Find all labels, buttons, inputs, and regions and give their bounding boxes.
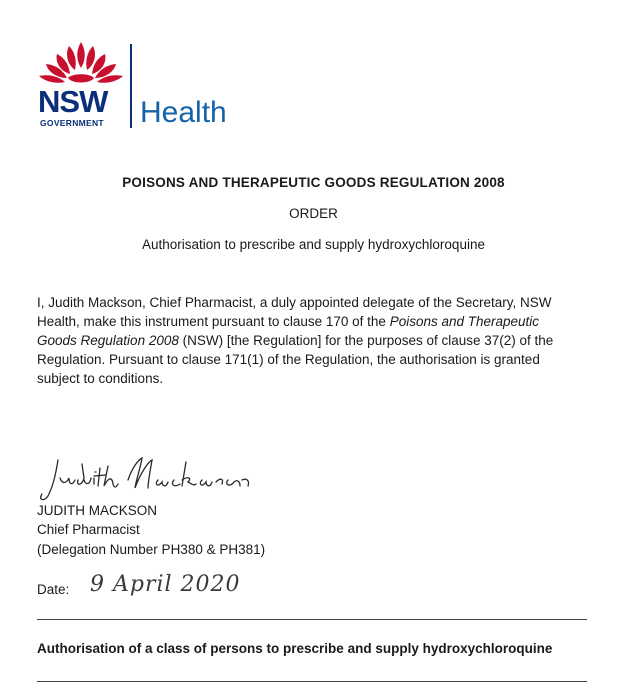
section-rule-top (37, 619, 587, 620)
waratah-flower-icon (36, 40, 126, 86)
section-rule-bottom (37, 681, 587, 682)
logo-health-text: Health (140, 96, 227, 129)
nsw-health-logo (36, 40, 246, 132)
signatory-name: JUDITH MACKSON (37, 503, 158, 518)
logo-government-text: GOVERNMENT (40, 118, 104, 128)
paragraph-regulation-name: Poisons and Therapeutic Goods Regulation 2008 (37, 314, 540, 348)
logo-nsw-text: NSW (38, 84, 108, 119)
authorisation-line: Authorisation to prescribe and supply hydroxychloroquine (142, 237, 485, 252)
paragraph-part-2: (NSW) [the Regulation] for the purposes of clause 37(2) of the Regulation. Pursuant to clause 171(1) of the Regulation, the authorisation is granted subject to conditions. (37, 333, 554, 386)
order-label: ORDER (289, 206, 338, 221)
delegation-number: (Delegation Number PH380 & PH381) (37, 542, 266, 557)
regulation-title: POISONS AND THERAPEUTIC GOODS REGULATION 2008 (122, 175, 505, 190)
logo-divider (130, 44, 132, 128)
section-title: Authorisation of a class of persons to prescribe and supply hydroxychloroquine (37, 641, 553, 656)
date-label: Date: (37, 582, 70, 597)
signatory-role: Chief Pharmacist (37, 522, 140, 537)
handwritten-signature (36, 450, 256, 508)
paragraph-part-1: I, Judith Mackson, Chief Pharmacist, a duly appointed delegate of the Secretary, NSW Health, make this instrument pursuant to clause 170 of the (37, 295, 552, 329)
instrument-paragraph (37, 293, 577, 388)
handwritten-date: 9 April 2020 (90, 572, 241, 597)
